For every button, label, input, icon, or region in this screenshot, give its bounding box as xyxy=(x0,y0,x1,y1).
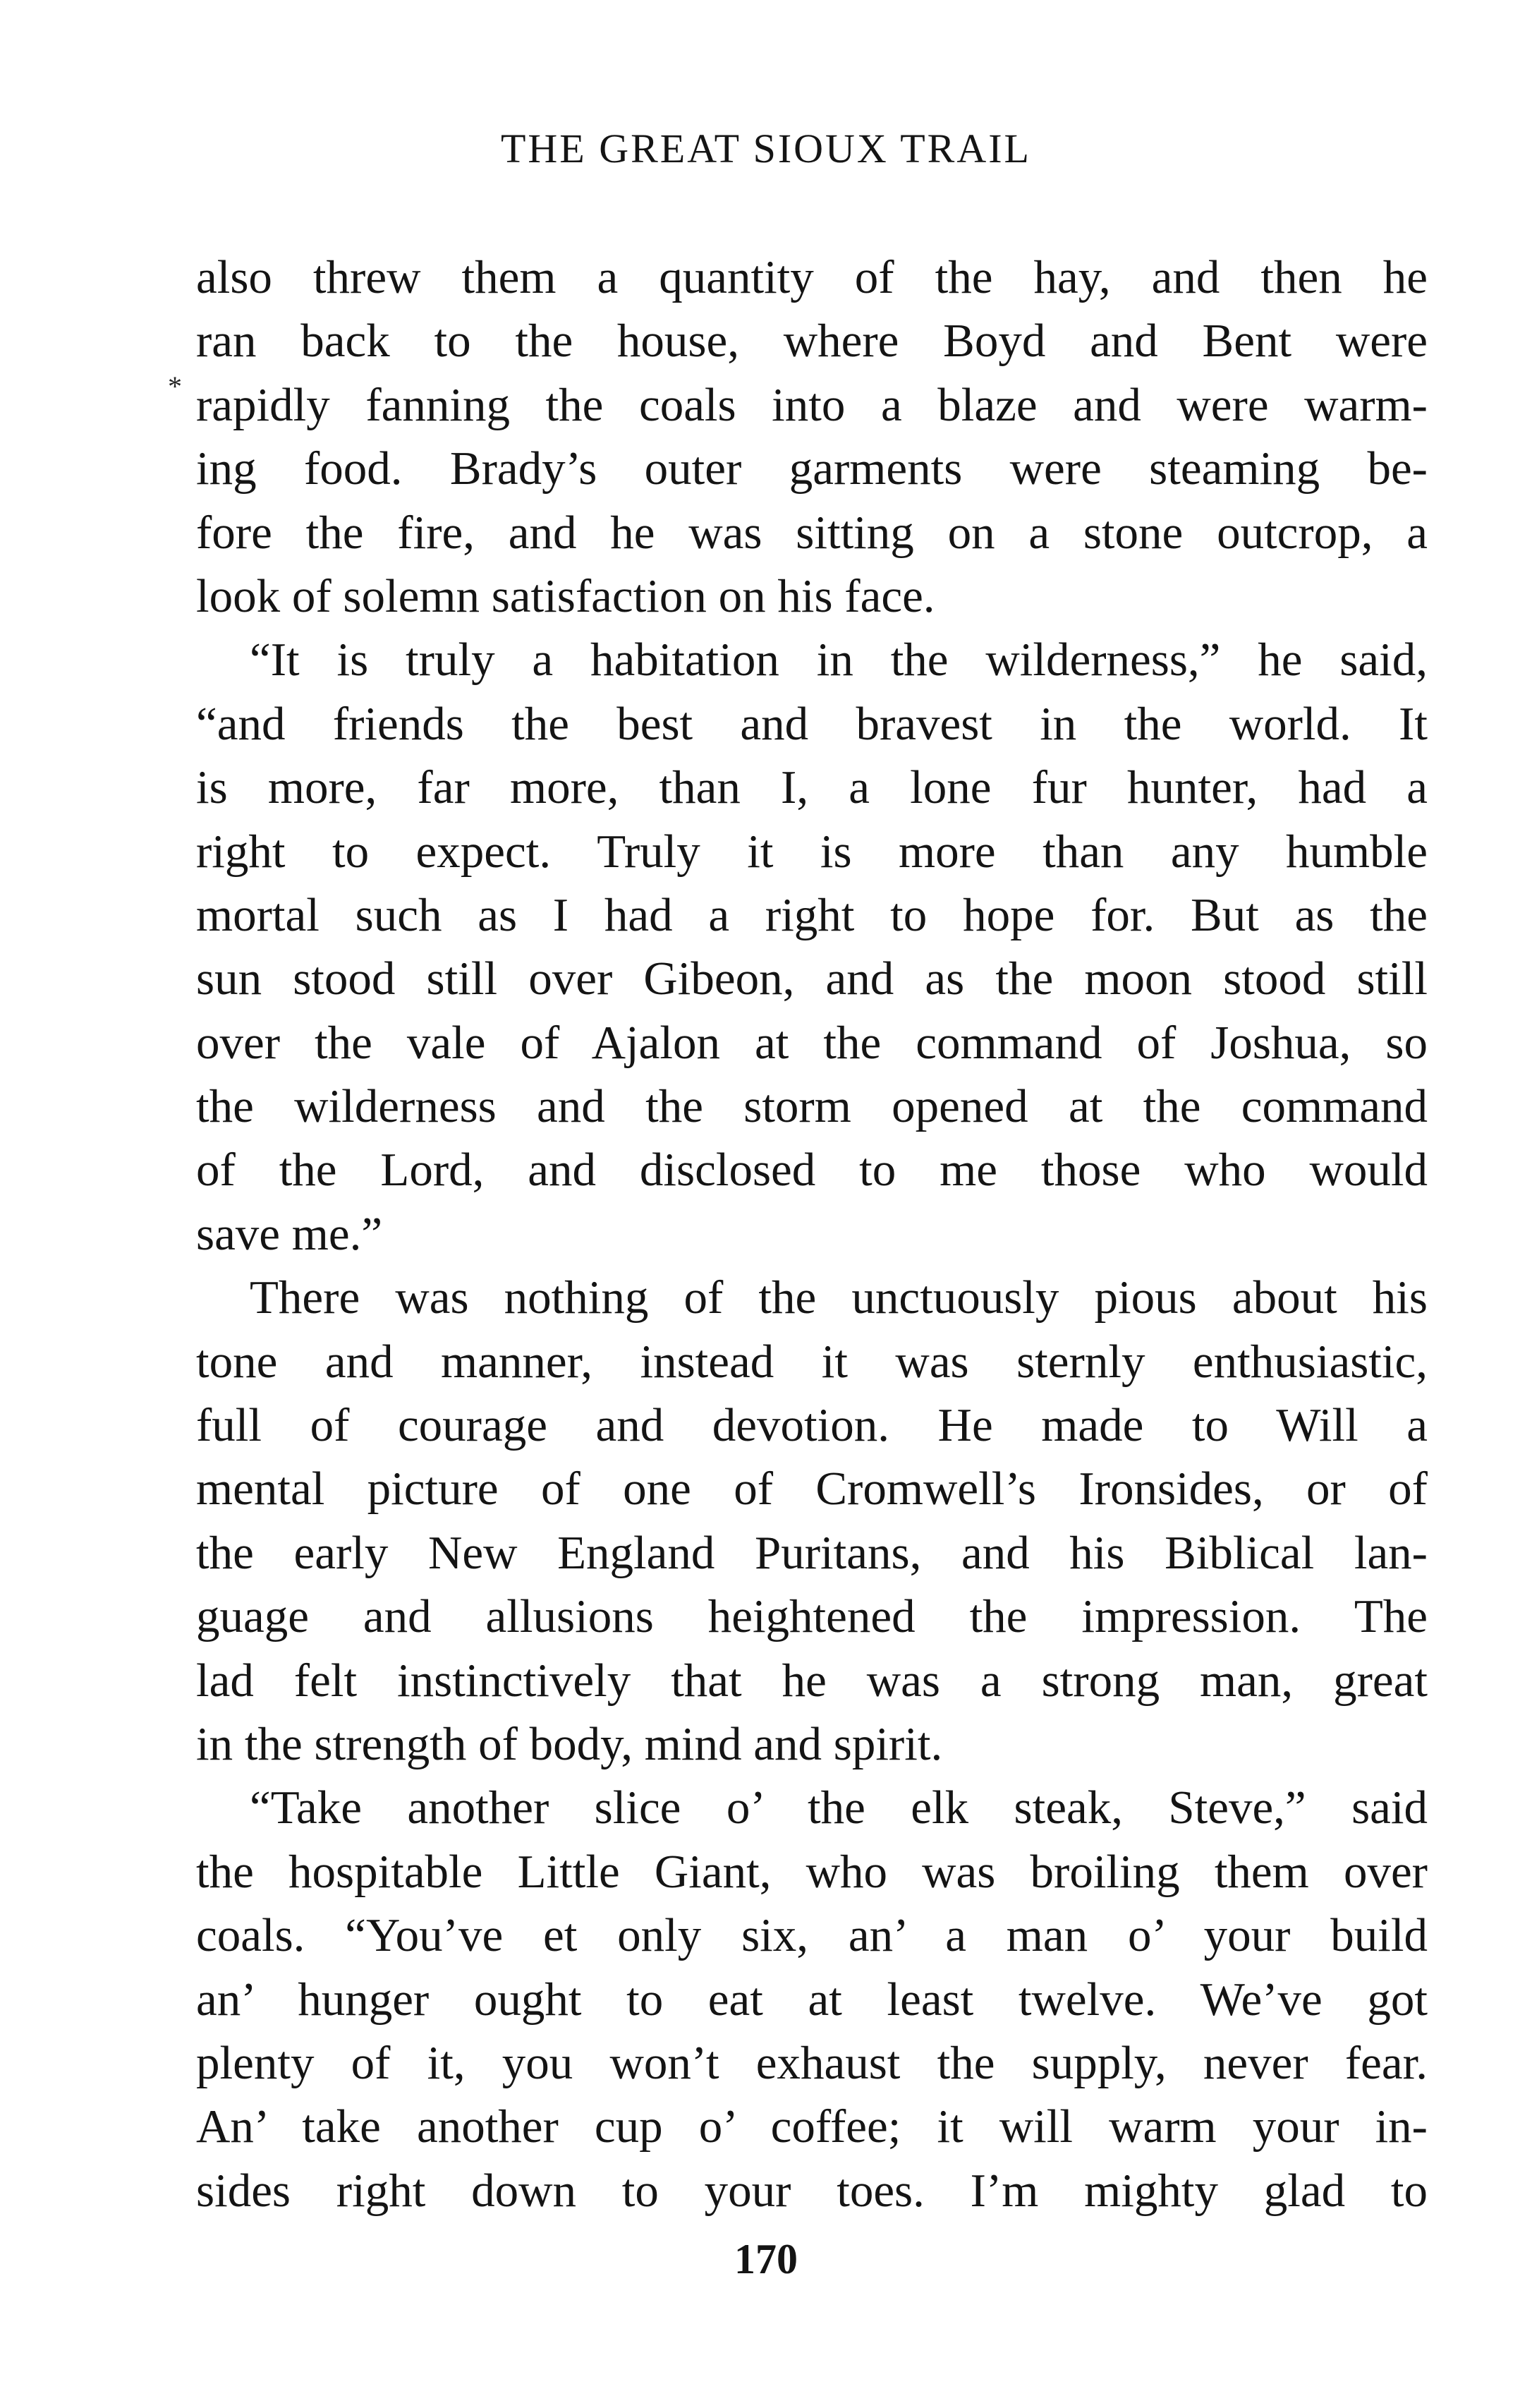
text-line: in the strength of body, mind and spirit. xyxy=(196,1717,943,1770)
text-line: save me.” xyxy=(196,1207,383,1260)
text-line: ing food. Brady’s outer garments were steaming be- xyxy=(196,442,1428,495)
text-line: mortal such as I had a right to hope for. But as the xyxy=(196,888,1428,941)
text-line: rapidly fanning the coals into a blaze and were warm- xyxy=(196,378,1428,431)
text-line: “It is truly a habitation in the wilderness,” he said, xyxy=(250,634,1428,686)
page-number: 170 xyxy=(734,2236,798,2282)
text-line: is more, far more, than I, a lone fur hunter, had a xyxy=(196,761,1428,814)
text-line: right to expect. Truly it is more than any humble xyxy=(196,825,1428,878)
text-line: full of courage and devotion. He made to Will a xyxy=(196,1399,1428,1452)
text-line: “Take another slice o’ the elk steak, Steve,” said xyxy=(250,1781,1428,1834)
text-line: also threw them a quantity of the hay, and then he xyxy=(196,251,1428,303)
text-line: an’ hunger ought to eat at least twelve. We’ve got xyxy=(196,1973,1428,2026)
text-line: An’ take another cup o’ coffee; it will warm your in- xyxy=(196,2100,1428,2153)
text-line: sun stood still over Gibeon, and as the moon stood still xyxy=(196,952,1428,1005)
text-line: lad felt instinctively that he was a strong man, great xyxy=(196,1654,1428,1707)
text-line: ran back to the house, where Boyd and Bent were xyxy=(196,315,1428,368)
margin-mark: * xyxy=(168,370,182,402)
text-line: tone and manner, instead it was sternly enthusiastic, xyxy=(196,1335,1428,1388)
text-line: plenty of it, you won’t exhaust the supply, never fear. xyxy=(196,2036,1428,2089)
body-text xyxy=(196,246,1428,2222)
text-line: “and friends the best and bravest in the world. It xyxy=(196,697,1428,750)
text-line: over the vale of Ajalon at the command of Joshua, so xyxy=(196,1016,1428,1069)
text-line: There was nothing of the unctuously pious about his xyxy=(250,1271,1428,1324)
text-line: fore the fire, and he was sitting on a stone outcrop, a xyxy=(196,506,1428,559)
running-title: THE GREAT SIOUX TRAIL xyxy=(500,126,1031,171)
text-line: sides right down to your toes. I’m mighty glad to xyxy=(196,2164,1428,2217)
text-line: mental picture of one of Cromwell’s Ironsides, or of xyxy=(196,1463,1428,1515)
text-line: the wilderness and the storm opened at the command xyxy=(196,1080,1428,1133)
text-line: guage and allusions heightened the impression. The xyxy=(196,1590,1428,1643)
text-line: the hospitable Little Giant, who was broiling them over xyxy=(196,1845,1428,1898)
text-line: the early New England Puritans, and his Biblical lan- xyxy=(196,1526,1428,1579)
text-line: look of solemn satisfaction on his face. xyxy=(196,569,935,622)
text-line: coals. “You’ve et only six, an’ a man o’ your build xyxy=(196,1909,1428,1962)
text-line: of the Lord, and disclosed to me those who would xyxy=(196,1144,1428,1197)
